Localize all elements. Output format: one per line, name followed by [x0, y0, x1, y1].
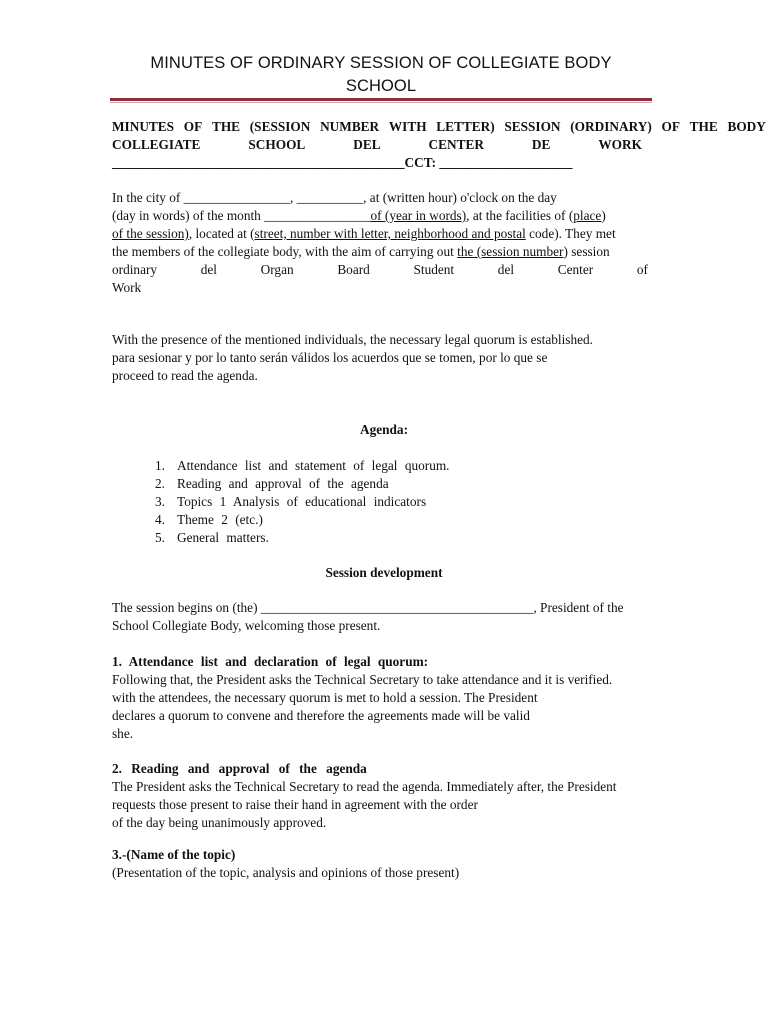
- section-1: [112, 653, 672, 743]
- agenda-item-number: 3.: [155, 494, 165, 509]
- intro-word: Organ: [260, 262, 294, 277]
- section-2: [112, 760, 672, 832]
- intro-line-3: [112, 225, 662, 243]
- quorum-line-2: para sesionar y por lo tanto serán válidos los acuerdos que se tomen, por lo que se: [112, 350, 548, 365]
- header-word: LETTER): [436, 119, 495, 134]
- header-line-3: ____________________________________________CCT: ____________________: [112, 155, 573, 170]
- agenda-item-number: 1.: [155, 458, 165, 473]
- header-line-2: [112, 136, 642, 154]
- intro-line-2: [112, 207, 662, 225]
- header-word: THE: [211, 119, 241, 134]
- intro-underlined: street, number with letter, neighborhood and postal: [254, 226, 526, 241]
- intro-text: , located at (: [188, 226, 255, 241]
- section-3-heading: 3.-(Name of the topic): [112, 847, 236, 862]
- header-word: WORK: [598, 137, 642, 152]
- quorum-line-3: proceed to read the agenda.: [112, 368, 258, 383]
- document-title: [110, 52, 652, 98]
- agenda-item: [155, 493, 450, 511]
- agenda-list: [155, 457, 450, 547]
- header-word: SESSION: [504, 119, 561, 134]
- intro-underlined: of the session): [112, 226, 189, 241]
- quorum-paragraph: [112, 331, 672, 385]
- intro-underlined: of (year in words): [370, 208, 467, 223]
- intro-word: del: [200, 262, 217, 277]
- header-word: THE: [689, 119, 718, 134]
- header-word: NUMBER: [320, 119, 380, 134]
- intro-underlined: place: [573, 208, 602, 223]
- intro-text: (day in words) of the month ________________: [112, 208, 371, 223]
- agenda-item: [155, 475, 450, 493]
- header-word: OF: [661, 119, 680, 134]
- intro-paragraph: [112, 189, 662, 297]
- minutes-header: [112, 118, 766, 172]
- title-line-1: MINUTES OF ORDINARY SESSION OF COLLEGIATE BODY: [150, 54, 612, 72]
- session-begin-line-1: The session begins on (the) _________________________________________, President of the: [112, 600, 624, 615]
- intro-text: ) session: [563, 244, 610, 259]
- section-2-line-3: of the day being unanimously approved.: [112, 815, 327, 830]
- header-word: WITH: [388, 119, 427, 134]
- title-line-2: SCHOOL: [345, 77, 417, 95]
- header-word: DEL: [353, 137, 381, 152]
- agenda-item-number: 2.: [155, 476, 165, 491]
- agenda-heading: Agenda:: [359, 422, 409, 437]
- section-1-heading: 1. Attendance list and declaration of legal quorum:: [112, 654, 429, 669]
- agenda-item-text: Theme 2 (etc.): [177, 512, 263, 527]
- agenda-item: [155, 529, 450, 547]
- section-1-line-4: she.: [112, 726, 134, 741]
- intro-line-5: [112, 261, 648, 279]
- section-2-line-2: requests those present to raise their hand in agreement with the order: [112, 797, 478, 812]
- agenda-item-text: General matters.: [177, 530, 269, 545]
- header-word: SCHOOL: [248, 137, 306, 152]
- section-2-line-1: The President asks the Technical Secretary to read the agenda. Immediately after, the President: [112, 779, 617, 794]
- intro-text: the members of the collegiate body, with the aim of carrying out: [112, 244, 458, 259]
- intro-word: del: [497, 262, 515, 277]
- section-1-line-2: with the attendees, the necessary quorum is met to hold a session. The President: [112, 690, 538, 705]
- intro-text: , at the facilities of (: [466, 208, 574, 223]
- header-word: (SESSION: [249, 119, 311, 134]
- section-2-heading: 2. Reading and approval of the agenda: [112, 761, 367, 776]
- agenda-item-text: Topics 1 Analysis of educational indicators: [177, 494, 427, 509]
- header-word: CENTER: [428, 137, 484, 152]
- agenda-item-text: Attendance list and statement of legal quorum.: [177, 458, 450, 473]
- intro-line-6: Work: [112, 280, 142, 295]
- header-word: OF: [183, 119, 203, 134]
- section-1-line-3: declares a quorum to convene and therefore the agreements made will be valid: [112, 708, 530, 723]
- intro-word: Center: [557, 262, 594, 277]
- intro-line-1: In the city of ________________, __________, at (written hour) o'clock on the day: [112, 190, 557, 205]
- session-development-heading: Session development: [325, 565, 443, 580]
- intro-text: code). They met: [525, 226, 616, 241]
- header-word: BODY: [727, 119, 766, 134]
- section-3-line-1: (Presentation of the topic, analysis and opinions of those present): [112, 865, 460, 880]
- intro-line-4: [112, 243, 662, 261]
- intro-text: ): [601, 208, 606, 223]
- agenda-item-number: 4.: [155, 512, 165, 527]
- header-word: MINUTES: [112, 119, 175, 134]
- intro-word: of: [636, 262, 648, 277]
- header-line-1: [112, 118, 766, 136]
- intro-word: ordinary: [112, 262, 158, 277]
- title-rule: [110, 98, 652, 101]
- agenda-item-text: Reading and approval of the agenda: [177, 476, 389, 491]
- intro-word: Student: [413, 262, 455, 277]
- section-1-line-1: Following that, the President asks the Technical Secretary to take attendance and it is verified.: [112, 672, 613, 687]
- agenda-item-number: 5.: [155, 530, 165, 545]
- header-word: (ORDINARY): [570, 119, 652, 134]
- header-word: COLLEGIATE: [112, 137, 201, 152]
- intro-word: Board: [337, 262, 370, 277]
- agenda-item: [155, 457, 450, 475]
- header-word: DE: [531, 137, 551, 152]
- agenda-item: [155, 511, 450, 529]
- quorum-line-1: With the presence of the mentioned individuals, the necessary legal quorum is established.: [112, 332, 593, 347]
- title-rule-shadow: [110, 102, 652, 103]
- section-3: [112, 846, 672, 882]
- session-begin-paragraph: [112, 599, 682, 635]
- session-begin-line-2: School Collegiate Body, welcoming those present.: [112, 618, 381, 633]
- intro-underlined: the (session number: [457, 244, 564, 259]
